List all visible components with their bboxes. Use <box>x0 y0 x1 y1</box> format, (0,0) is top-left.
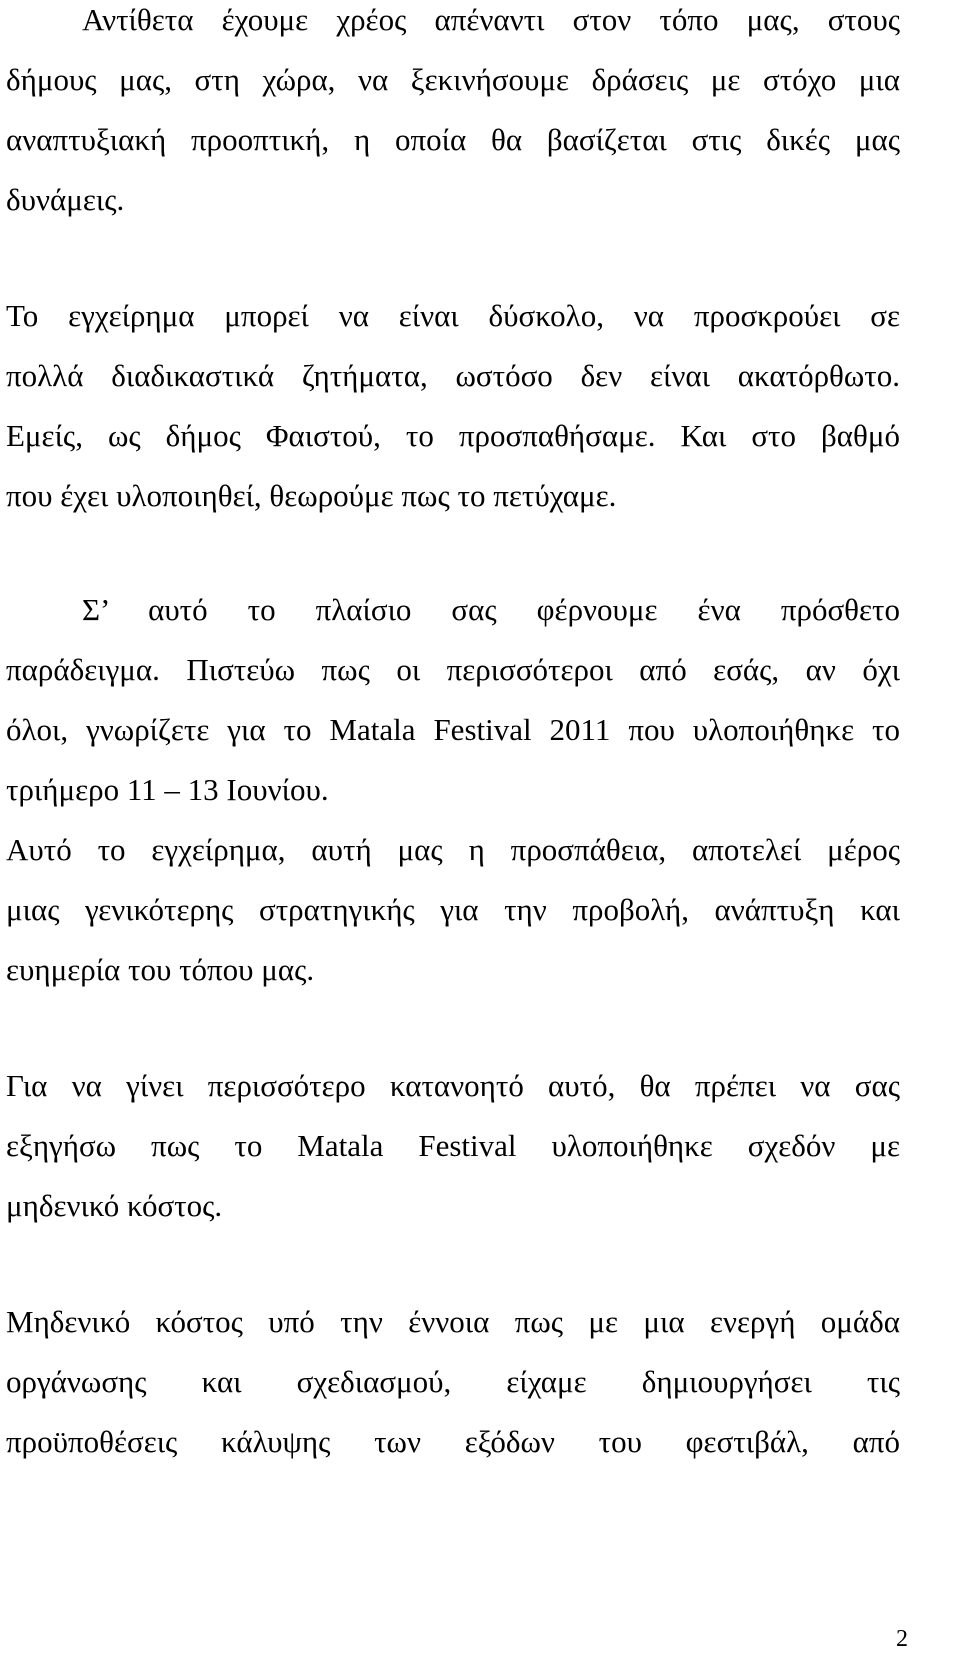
text-line: Εμείς, ως δήμος Φαιστού, το προσπαθήσαμε. Και στο βαθμό <box>6 418 900 453</box>
text-line: τριήμερο 11 – 13 Ιουνίου. <box>6 772 329 807</box>
text-line: που έχει υλοποιηθεί, θεωρούμε πως το πετύχαμε. <box>6 478 617 513</box>
text-line: όλοι, γνωρίζετε για το Matala Festival 2011 που υλοποιήθηκε το <box>6 712 900 747</box>
text-line: Σ’ αυτό το πλαίσιο σας φέρνουμε ένα πρόσθετο <box>82 592 900 627</box>
text-line: Το εγχείρημα μπορεί να είναι δύσκολο, να προσκρούει σε <box>6 298 900 333</box>
text-line: πολλά διαδικαστικά ζητήματα, ωστόσο δεν είναι ακατόρθωτο. <box>6 358 900 393</box>
text-line: Αυτό το εγχείρημα, αυτή μας η προσπάθεια, αποτελεί μέρος <box>6 832 900 867</box>
text-line: εξηγήσω πως το Matala Festival υλοποιήθηκε σχεδόν με <box>6 1128 900 1163</box>
text-line: δήμους μας, στη χώρα, να ξεκινήσουμε δράσεις με στόχο μια <box>6 62 900 97</box>
text-line: μηδενικό κόστος. <box>6 1188 223 1223</box>
text-line: μιας γενικότερης στρατηγικής για την προβολή, ανάπτυξη και <box>6 892 900 927</box>
text-line: Μηδενικό κόστος υπό την έννοια πως με μια ενεργή ομάδα <box>6 1304 900 1339</box>
text-line: αναπτυξιακή προοπτική, η οποία θα βασίζεται στις δικές μας <box>6 122 900 157</box>
text-line: οργάνωσης και σχεδιασμού, είχαμε δημιουργήσει τις <box>6 1364 900 1399</box>
text-line: παράδειγμα. Πιστεύω πως οι περισσότεροι από εσάς, αν όχι <box>6 652 900 687</box>
text-line: προϋποθέσεις κάλυψης των εξόδων του φεστιβάλ, από <box>6 1424 900 1459</box>
text-line: Αντίθετα έχουμε χρέος απέναντι στον τόπο μας, στους <box>82 2 900 37</box>
text-line: δυνάμεις. <box>6 182 125 217</box>
text-line: ευημερία του τόπου μας. <box>6 952 315 987</box>
text-line: Για να γίνει περισσότερο κατανοητό αυτό, θα πρέπει να σας <box>6 1068 900 1103</box>
page-number: 2 <box>896 1626 908 1652</box>
